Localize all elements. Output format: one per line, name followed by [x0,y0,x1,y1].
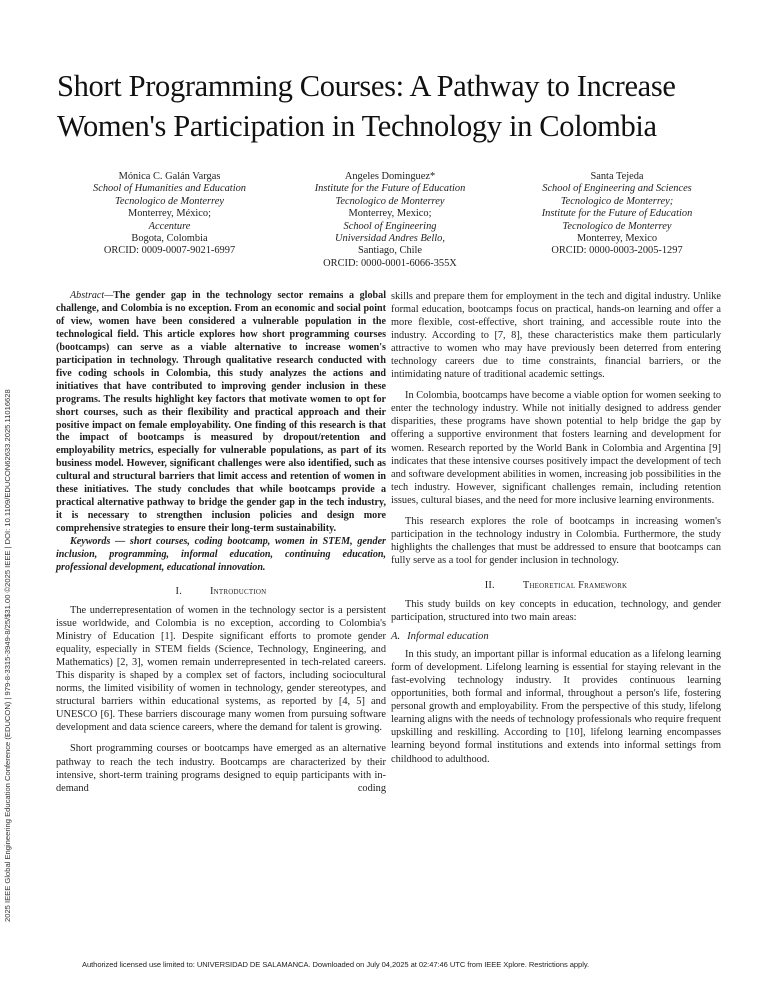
author-name: Angeles Dominguez* [344,171,436,182]
abstract-lead: Abstract— [70,290,114,301]
author-affiliation: Accenture [148,220,191,232]
author-location: Monterrey, Mexico; [348,208,432,220]
section-number: I. [175,585,183,597]
author-affiliation: School of Engineering and Sciences [542,183,692,195]
paragraph: This research explores the role of bootcamps in increasing women's participation in the technology industry in Colombia. Furthermore, the study highlights the challenges that must be addressed to ensure that bootcamps can fully serve as a tool for gender inclusion in technology. [391,515,721,566]
author-block-galan [62,171,277,258]
author-orcid: ORCID: 0000-0001-6066-355X [323,257,457,269]
paragraph: Short programming courses or bootcamps have emerged as an alternative pathway to reach the tech industry. Bootcamps are characterized by their intensive, short-term training programs designed to equip participants with in-demand coding [56,743,386,794]
author-affiliation: Tecnologico de Monterrey [335,195,445,207]
author-affiliation: Tecnologico de Monterrey; [560,195,674,207]
author-affiliation: Universidad Andres Bello, [335,233,445,245]
author-name: Mónica C. Galán Vargas [118,171,221,182]
author-location: Bogota, Colombia [131,233,208,245]
section-heading-introduction [56,585,386,598]
left-column [56,290,386,795]
author-affiliation: Institute for the Future of Education [314,183,466,195]
subsection-letter: A. [391,631,401,643]
abstract [56,290,386,536]
author-affiliation: Tecnologico de Monterrey [562,220,672,232]
keywords: Keywords — short courses, coding bootcamp, women in STEM, gender inclusion, programming, informal education, continuing education, professional development, educational innovation. [56,536,386,574]
title-line-2: Women's Participation in Technology in Colombia [57,109,657,143]
author-orcid: ORCID: 0000-0003-2005-1297 [551,245,683,257]
paragraph: The underrepresentation of women in the technology sector is a persistent issue worldwide, and Colombia is no exception, according to Colombia's Ministry of Education [1]. Despite significant efforts to promote gender equality, especially in STEM fields (Science, Technology, Engineering, and Mathematics) [2, 3], women remain underrepresented in tech-related careers. This disparity is shaped by a complex set of factors, including sociocultural norms, the limited visibility of women in technology, gender stereotypes, and structural barriers within educational systems, as reported by [4, 5] and UNESCO [6]. These barriers discourage many women from pursuing software development and data science careers, where the demand for talent is growing. [56,605,386,734]
license-footer: Authorized licensed use limited to: UNIVERSIDAD DE SALAMANCA. Downloaded on July 04,2025 at 02:47:46 UTC from IEEE Xplore. Restrictions apply. [82,960,590,969]
paragraph: In this study, an important pillar is informal education as a lifelong learning form of development. Lifelong learning is essential for staying relevant in the fast-evolving technology industry. It provides continuous learning opportunities, both formal and informal, throughout a person's life, fostering personal growth and employability. From the perspective of this study, lifelong learning aligns with the needs of technology professionals who require frequent upskilling and reskilling. According to [10], lifelong learning encompasses learning beyond formal institutions and extends into informal settings from childhood to adulthood. [391,649,721,765]
section-title: Theoretical Framework [522,579,628,591]
author-location: Santiago, Chile [357,245,423,257]
author-affiliation: School of Engineering [343,220,437,232]
author-affiliation: Institute for the Future of Education [541,208,693,220]
side-margin-citation: 2025 IEEE Global Engineering Education Conference (EDUCON) | 979-8-3315-3949-8/25/$31.00 ©2025 IEEE | DOI: 10.1109/EDUCON62633.2025.11016628 [3,389,12,922]
section-heading-theoretical-framework [391,579,721,592]
section-number: II. [484,579,495,591]
subsection-heading-informal-education [391,630,721,643]
paragraph: This study builds on key concepts in education, technology, and gender participation, structured into two main areas: [391,598,721,624]
paragraph-continued: skills and prepare them for employment in the tech and digital industry. Unlike formal education, bootcamps focus on practical, hands-on learning and offer a more flexible, cost-effective, short training, and accessible route into the industry. According to [7, 8], these characteristics make them particularly attractive to women who may have previously been deterred from entering technology careers due to time constraints, financial barriers, or the intimidating nature of traditional academic settings. [391,291,721,381]
author-affiliation: School of Humanities and Education [93,183,246,195]
author-name: Santa Tejeda [590,171,644,182]
author-location: Monterrey, México; [127,208,211,220]
author-affiliation: Tecnologico de Monterrey [115,195,224,207]
author-block-tejeda [513,171,721,258]
right-column [391,290,721,766]
paper-title [57,66,737,146]
section-title: Introduction [210,585,267,597]
author-block-dominguez [290,171,490,270]
author-orcid: ORCID: 0009-0007-9021-6997 [103,245,236,257]
author-location: Monterrey, Mexico [576,233,658,245]
title-line-1: Short Programming Courses: A Pathway to Increase [57,69,676,103]
paragraph: In Colombia, bootcamps have become a viable option for women seeking to enter the technology industry. While not initially designed to address gender disparities, these programs have shown potential to help bridge the gap by offering a supportive environment that fosters learning and development for women. Research reported by the World Bank in Colombia and Argentina [9] indicates that these intensive courses positively impact the development of tech and software development abilities in women, increasing job possibilities in the tech industry. However, significant challenges remain, including retention issues, cultural biases, and the need for more inclusive learning environments. [391,390,721,506]
subsection-title: Informal education [407,631,489,643]
abstract-text: The gender gap in the technology sector remains a global challenge, and Colombia is no exception. From an economic and social point of view, women have been considered a vulnerable population in the technological field. This article explores how short programming courses (bootcamps) can serve as a viable alternative to increase women's participation in technology. Through qualitative research conducted with five coding schools in Colombia, this study analyzes the actions and initiatives that have contributed to improving gender inclusion in these programs. The results highlight key factors that motivate women to opt for short courses, such as their flexibility and practical approach and their positive impact on female employability. One finding of this research is that the impact of bootcamps is measured by dropout/retention and employability metrics, especially for vulnerable populations, as part of its business model. However, significant challenges were also identified, such as cultural and structural barriers that limit access and retention of women in these initiatives. The study concludes that while bootcamps provide a practical alternative pathway to bridge the gender gap in the tech industry, it is necessary to strengthen inclusion policies and design more comprehensive strategies to ensure their long-term sustainability. [56,290,386,535]
